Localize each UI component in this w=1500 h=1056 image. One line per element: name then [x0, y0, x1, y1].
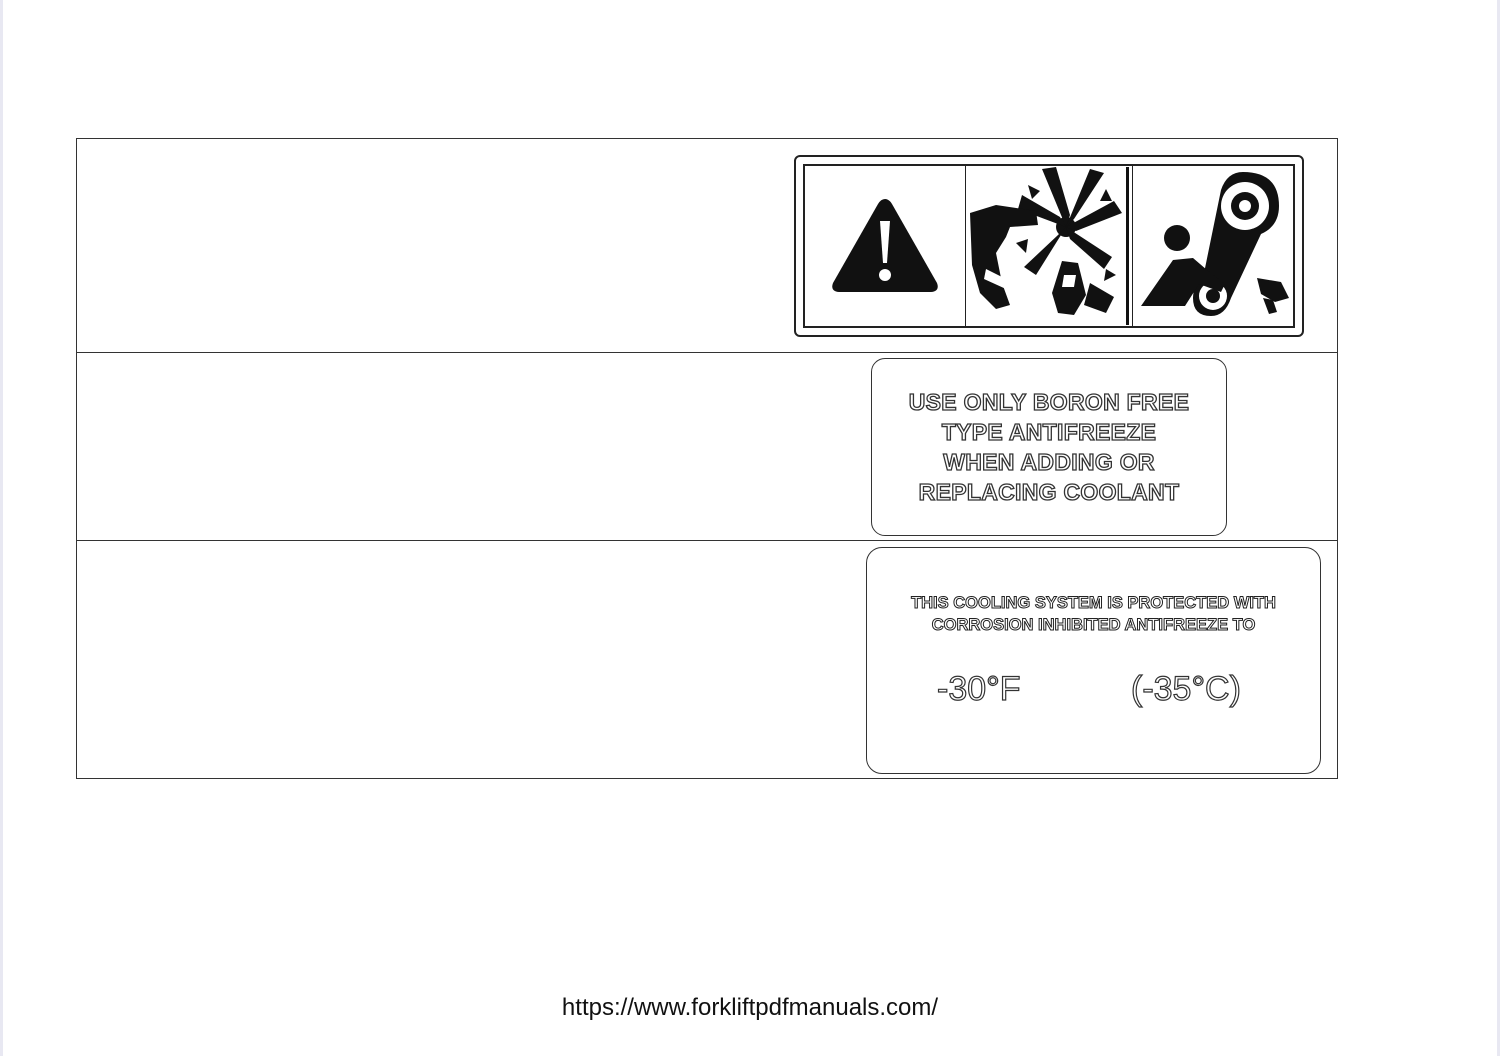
decal-text-line: WHEN ADDING OR: [943, 449, 1155, 475]
fan-hand-entanglement-icon: [965, 166, 1132, 326]
footer-url[interactable]: https://www.forkliftpdfmanuals.com/: [561, 994, 939, 1021]
decal-text-line: CORROSION INHIBITED ANTIFREEZE TO: [931, 616, 1256, 634]
warning-decal: [794, 155, 1304, 337]
decal-text-line: USE ONLY BORON FREE: [908, 389, 1190, 415]
decal-text-line: THIS COOLING SYSTEM IS PROTECTED WITH: [911, 594, 1276, 612]
decal-row-cooling: [77, 541, 1337, 778]
decal-text-line: TYPE ANTIFREEZE: [941, 419, 1157, 445]
cooling-system-protection-decal: [866, 547, 1321, 774]
warning-decal-inner: [803, 164, 1295, 328]
warning-triangle-icon: [805, 166, 965, 326]
belt-pulley-entanglement-icon: [1132, 166, 1293, 326]
decal-row-boron: [77, 353, 1337, 541]
page-edge: [0, 0, 3, 1056]
temperature-fahrenheit: -30°F: [937, 670, 1021, 708]
decal-table: [76, 138, 1338, 779]
decal-row-warning: [77, 139, 1337, 353]
boron-free-antifreeze-decal: [871, 358, 1227, 536]
decal-text-line: REPLACING COOLANT: [918, 479, 1180, 505]
temperature-celsius: (-35°C): [1131, 670, 1241, 708]
